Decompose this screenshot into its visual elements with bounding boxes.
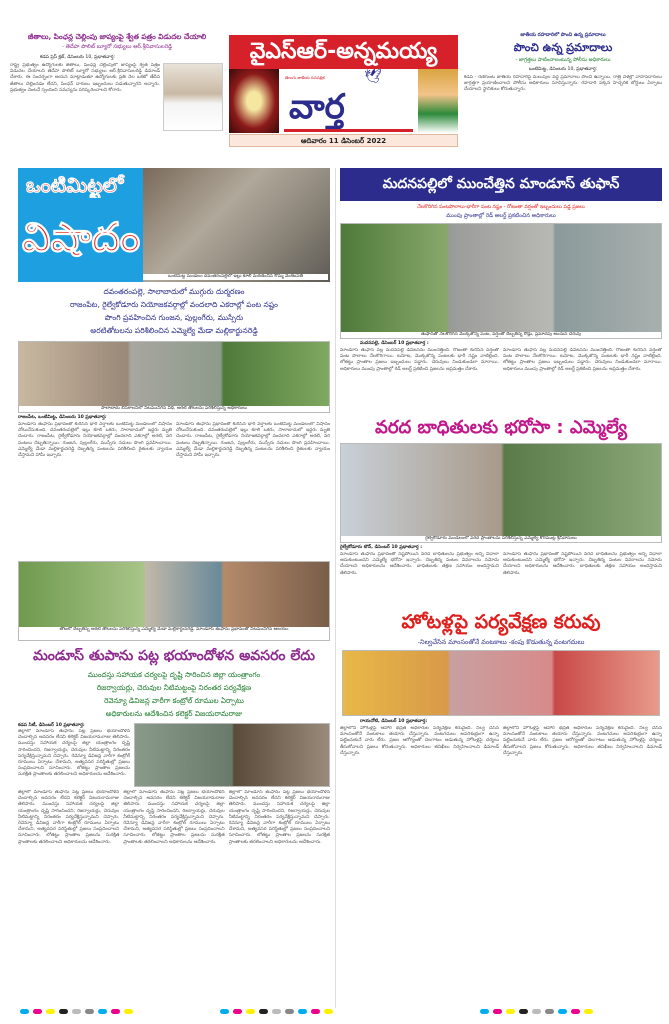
headline: పొంచి ఉన్న ప్రమాదాలు (513, 41, 613, 54)
tagline: తెలుగు జాతీయ దినపత్రిక (285, 75, 325, 80)
story1-dateline: రాజంపేట, ఒంటిమిట్ట, డిసెంబరు 10 ప్రభాతవార్త: (18, 415, 107, 420)
landslide-photo (143, 168, 330, 282)
print-registration-marks (20, 1009, 133, 1014)
photo-caption: తుఫాన్‌తో నేలకొరిగిన మొక్కజొన్న పంట, వర్షంతో దెబ్బతిన్న రోడ్లు, ప్రమాదపు అంచున చెరువు (341, 332, 661, 338)
photo-caption: సాలాబాదు బీసీకాలనీలో నీటమునిగిన వీధి, అరటి తోటలను పరిశీలిస్తున్న అధికారులు (19, 406, 329, 412)
top-right-story (464, 32, 662, 164)
story1-subheads (18, 285, 330, 337)
story4-subheads (18, 668, 330, 720)
subheadline: - జాగ్రత్తలు పాటించాలంటున్న పోలీసు అధికారులు (515, 57, 611, 63)
subheadline: - తెదేపా పొలిట్ బ్యూరో సభ్యులు ఆర్.శ్రీనివాసులరెడ్డి (61, 44, 173, 50)
print-registration-marks (480, 1009, 593, 1014)
dateline: కడప ప్రెస్ క్లబ్, డిసెంబరు 10, ప్రభాతవార్త: (40, 55, 116, 60)
masthead (229, 35, 458, 148)
politician-photo (163, 63, 223, 131)
photo-caption: తోటలో దెబ్బతిన్న అరటి తోటలను పరిశీలిస్తున్న ఎమ్మెల్యే మేడా మల్లికార్జునరెడ్డి, మాండూస్ తుఫాను ప్రభావంతో నీటమునిగిన ఆలయం (19, 627, 329, 640)
subhead: పొంగి ప్రవహించిన గుంజన, పుల్లంగేరు, ముస్సేరు (104, 313, 244, 322)
article-body: జిల్లాలో మాండూస్ తుఫాను పట్ల ప్రజలు భయాందోళన చెందాల్సిన అవసరం లేదని కలెక్టర్ విజయరామరాజు తెలిపారు. ముందస్తు సహాయక చర్యలపై జిల్లా యంత్రాంగం దృష్టి సారించిందని, రిజర్వాయర్లు, చెరువుల నీటిమట్టాన్ని నిరంతరం పర్యవేక్షిస్తున్నామని చెప్పారు. రెవెన్యూ డివిజన్ల వారీగా కంట్రోల్ రూములు ఏర్పాటు చేశామని, అత్యవసర పరిస్థితుల్లో ప్రజలు సంప్రదించాలని సూచించారు. లోతట్టు ప్రాంతాల ప్రజలను సురక్షిత ప్రాంతాలకు తరలించాలని అధికారులను ఆదేశించారు. (18, 729, 130, 778)
article-body-continued: మాండూస్ తుఫాను ప్రభావంతో కురిసిన భారీ వర్షాలకు ఒంటిమిట్ట మండలంలో విషాదం చోటుచేసుకుంది. దవంతరంపల్లెలో ఇల్లు కూలి ఒకరు, సాలాబాదులో ఇద్దరు మృతి చెందారు. రాజంపేట, రైల్వేకోడూరు నియోజకవర్గాల్లో వందలాది ఎకరాల్లో అరటి, వరి పంటలు దెబ్బతిన్నాయి. గుంజన, పుల్లంగేరు, ముస్సేరు నదులు పొంగి ప్రవహించాయి. ఎమ్మెల్యే మేడా మల్లికార్జునరెడ్డి దెబ్బతిన్న పంటలను పరిశీలించి రైతులకు న్యాయం చేస్తామని హామీ ఇచ్చారు. (176, 422, 330, 459)
dove-icon: 🕊 (364, 69, 382, 85)
subhead: దవంతరంపల్లె, సాలాబాదులో ముగ్గురు దుర్మరణం (103, 287, 245, 296)
dateline: ఒంటిమిట్ట, డిసెంబరు 10, ప్రభాతవార్త: (528, 67, 598, 72)
print-registration-marks (220, 1009, 333, 1014)
story2-subhead: ముంపు ప్రాంతాల్లో రెడ్ అలర్ట్ ప్రకటించిన అధికారులు (446, 213, 556, 219)
story2-subhead: నేలకొరిగిన పంటపొలాలు-భారీగా పంట నష్టం - రోజంతా వర్షంతో ఇబ్బందులు పడ్డ ప్రజలు (417, 204, 585, 210)
photo-caption: ఒంటిమిట్ట మండలం దవంతరంపల్లెలో ఇల్లు కూలి మరణించిన కొమ్మ వెంకటపతి (143, 274, 328, 280)
subhead: రిజర్వాయర్లు, చెరువుల నీటిమట్టంపై నిరంతర పర్యవేక్షణ (96, 683, 252, 692)
subhead: రాజంపేట, రైల్వేకోడూరు నియోజకవర్గాల్లో వందలాది ఎకరాల్లో పంట నష్టం (70, 300, 278, 309)
issue-date: ఆదివారం 11 డిసెంబర్ 2022 (229, 134, 458, 147)
story5-subhead: -నిల్వచేసిన మాంసంతోనే వంటకాలు -కంపు కొడుతున్న వంటగదులు (417, 638, 585, 646)
headline-line1: ఒంటిమిట్టలో (26, 173, 124, 197)
subhead: అధికారులను ఆదేశించిన కలెక్టర్ విజయరామరాజు (105, 709, 243, 718)
kicker: జాతీయ రహదారిలో పొంచి ఉన్న ప్రమాదాలు (520, 32, 606, 38)
subhead: ముందస్తు సహాయక చర్యలపై దృష్టి సారించిన జిల్లా యంత్రాంగం (87, 670, 261, 679)
story5-photos (342, 650, 660, 716)
deity-illustration (418, 69, 458, 133)
logo: వార్త (289, 87, 345, 127)
story1-banner (18, 168, 330, 282)
story1-photos (18, 341, 330, 413)
story3-headline: వరద బాధితులకు భరోసా : ఎమ్మెల్యే (375, 417, 627, 438)
article-body: మాండూస్ తుఫాన్ వల్ల మదనపల్లి డివిజన్‌ను ముంచెత్తింది. రోజంతా కురిసిన వర్షంతో పంట పొలాలు నేలకొరిగాయి. టమోట, మొక్కజొన్న పంటలకు భారీ నష్టం వాటిల్లింది. లోతట్టు ప్రాంతాల ప్రజలు ఇబ్బందులు పడ్డారు. చెరువులు నిండుకుండలా మారాయి. అధికారులు ముంపు ప్రాంతాల్లో రెడ్ అలర్ట్ ప్రకటించి ప్రజలను అప్రమత్తం చేశారు. (340, 348, 499, 372)
story5-headline: హోటళ్లపై పర్యవేక్షణ కరువు (401, 611, 601, 633)
story2-photos (340, 223, 662, 339)
article-body-continued: జిల్లాలో మాండూస్ తుఫాను పట్ల ప్రజలు భయాందోళన చెందాల్సిన అవసరం లేదని కలెక్టర్ విజయరామరాజు తెలిపారు. ముందస్తు సహాయక చర్యలపై జిల్లా యంత్రాంగం దృష్టి సారించిందని, రిజర్వాయర్లు, చెరువుల నీటిమట్టాన్ని నిరంతరం పర్యవేక్షిస్తున్నామని చెప్పారు. రెవెన్యూ డివిజన్ల వారీగా కంట్రోల్ రూములు ఏర్పాటు చేశామని, అత్యవసర పరిస్థితుల్లో ప్రజలు సంప్రదించాలని సూచించారు. లోతట్టు ప్రాంతాల ప్రజలను సురక్షిత ప్రాంతాలకు తరలించాలని అధికారులను ఆదేశించారు. (18, 790, 120, 845)
column-divider (335, 168, 336, 1008)
story2-dateline: మదనపల్లె, డిసెంబర్ 10 ప్రభాతవార్త : (360, 341, 429, 346)
article-body: రాష్ట్ర ప్రభుత్వం ఉద్యోగులకు జీతాలు, పింఛన్ల చెల్లింపులో జాప్యంపై శ్వేత పత్రం విడుదల చేయాలని తెదేపా పొలిట్ బ్యూరో సభ్యులు ఆర్.శ్రీనివాసులరెడ్డి డిమాండ్ చేశారు. ఈ సందర్భంగా ఆయన మాట్లాడుతూ ఉద్యోగులకు ప్రతి నెల ఒకటో తేదీన జీతాలు చెల్లించడం లేదని, పింఛన్ దారులు ఇబ్బందులు పడుతున్నారని అన్నారు. ప్రభుత్వం వెంటనే స్పందించి సమస్యను పరిష్కరించాలని కోరారు. (10, 63, 160, 93)
temple-image (229, 69, 279, 133)
story4-headline: మండూస్ తుపాను పట్ల భయాందోళన అవసరం లేదు (32, 648, 316, 664)
right-column (340, 168, 662, 1014)
headline: జీతాలు, పింఛన్ల చెల్లింపు జాప్యంపై శ్వేత పత్రం విడుదల చేయాలి (27, 32, 207, 41)
article-body: కడప - రేణిగుంట జాతీయ రహదారిపై మలుపుల వద్ద ప్రమాదాలు పొంచి ఉన్నాయి. రాత్రి వేళల్లో వాహనదారులు జాగ్రత్తగా ప్రయాణించాలని పోలీసు అధికారులు సూచిస్తున్నారు. రహదారి పక్కన హెచ్చరిక బోర్డులు ఏర్పాటు చేయాలని స్థానికులు కోరుతున్నారు. (464, 75, 662, 93)
subhead: రెవెన్యూ డివిజన్ల వారీగా కంట్రోల్ రూముల ఏర్పాటు (104, 696, 244, 705)
story1-bottom-photos (18, 561, 330, 641)
article-body-continued: జిల్లాలోని హోటళ్లపై ఆహార భద్రత అధికారుల పర్యవేక్షణ కరువైంది. నిల్వ చేసిన మాంసంతోనే వంటకాలు తయారు చేస్తున్నారు. వంటగదులు అపరిశుభ్రంగా ఉన్నా పట్టించుకునే వారు లేరు. ప్రజల ఆరోగ్యంతో చెలగాటం ఆడుతున్న హోటళ్లపై చర్యలు తీసుకోవాలని ప్రజలు కోరుతున్నారు. అధికారులు తనిఖీలు నిర్వహించాలని డిమాండ్ చేస్తున్నారు. (503, 726, 662, 756)
article-body-continued: జిల్లాలో మాండూస్ తుఫాను పట్ల ప్రజలు భయాందోళన చెందాల్సిన అవసరం లేదని కలెక్టర్ విజయరామరాజు తెలిపారు. ముందస్తు సహాయక చర్యలపై జిల్లా యంత్రాంగం దృష్టి సారించిందని, రిజర్వాయర్లు, చెరువుల నీటిమట్టాన్ని నిరంతరం పర్యవేక్షిస్తున్నామని చెప్పారు. రెవెన్యూ డివిజన్ల వారీగా కంట్రోల్ రూములు ఏర్పాటు చేశామని, అత్యవసర పరిస్థితుల్లో ప్రజలు సంప్రదించాలని సూచించారు. లోతట్టు ప్రాంతాల ప్రజలను సురక్షిత ప్రాంతాలకు తరలించాలని అధికారులను ఆదేశించారు. (123, 790, 225, 845)
article-body: మాండూస్ తుఫాను ప్రభావంతో నష్టపోయిన వరద బాధితులను ప్రభుత్వం అన్ని విధాలా ఆదుకుంటుందని ఎమ్మెల్యే భరోసా ఇచ్చారు. దెబ్బతిన్న పంటల వివరాలను నమోదు చేయాలని అధికారులను ఆదేశించారు. బాధితులకు తక్షణ సహాయం అందిస్తామని తెలిపారు. (340, 552, 499, 576)
newspaper-title: వైఎస్ఆర్-అన్నమయ్య (229, 35, 458, 69)
story4-photo (134, 723, 330, 787)
headline-line2: విషాదం (22, 215, 141, 261)
story5-dateline: రాయచోటి, డిసెంబర్ 10 ప్రభాతవార్త: (360, 719, 428, 724)
article-body: మాండూస్ తుఫాను ప్రభావంతో కురిసిన భారీ వర్షాలకు ఒంటిమిట్ట మండలంలో విషాదం చోటుచేసుకుంది. దవంతరంపల్లెలో ఇల్లు కూలి ఒకరు, సాలాబాదులో ఇద్దరు మృతి చెందారు. రాజంపేట, రైల్వేకోడూరు నియోజకవర్గాల్లో వందలాది ఎకరాల్లో అరటి, వరి పంటలు దెబ్బతిన్నాయి. గుంజన, పుల్లంగేరు, ముస్సేరు నదులు పొంగి ప్రవహించాయి. ఎమ్మెల్యే మేడా మల్లికార్జునరెడ్డి దెబ్బతిన్న పంటలను పరిశీలించి రైతులకు న్యాయం చేస్తామని హామీ ఇచ్చారు. (18, 422, 172, 459)
story3-photos (340, 443, 662, 543)
photo-caption: రైల్వేకోడూరు మండలంలో వరద ప్రాంతాలను పరిశీలిస్తున్న ఎమ్మెల్యే కొరముట్ల శ్రీనివాసులు (341, 536, 661, 542)
story3-dateline: రైల్వేకోడూరు టౌన్, డిసెంబర్ 10 ప్రభాతవార్త : (340, 545, 423, 550)
story2-headline: మదనపల్లిలో ముంచేత్తిన మాండూస్ తుఫాన్ (340, 168, 662, 201)
top-left-story (10, 32, 224, 164)
article-body-continued: జిల్లాలో మాండూస్ తుఫాను పట్ల ప్రజలు భయాందోళన చెందాల్సిన అవసరం లేదని కలెక్టర్ విజయరామరాజు తెలిపారు. ముందస్తు సహాయక చర్యలపై జిల్లా యంత్రాంగం దృష్టి సారించిందని, రిజర్వాయర్లు, చెరువుల నీటిమట్టాన్ని నిరంతరం పర్యవేక్షిస్తున్నామని చెప్పారు. రెవెన్యూ డివిజన్ల వారీగా కంట్రోల్ రూములు ఏర్పాటు చేశామని, అత్యవసర పరిస్థితుల్లో ప్రజలు సంప్రదించాలని సూచించారు. లోతట్టు ప్రాంతాల ప్రజలను సురక్షిత ప్రాంతాలకు తరలించాలని అధికారులను ఆదేశించారు. (228, 790, 330, 845)
article-body: జిల్లాలోని హోటళ్లపై ఆహార భద్రత అధికారుల పర్యవేక్షణ కరువైంది. నిల్వ చేసిన మాంసంతోనే వంటకాలు తయారు చేస్తున్నారు. వంటగదులు అపరిశుభ్రంగా ఉన్నా పట్టించుకునే వారు లేరు. ప్రజల ఆరోగ్యంతో చెలగాటం ఆడుతున్న హోటళ్లపై చర్యలు తీసుకోవాలని ప్రజలు కోరుతున్నారు. అధికారులు తనిఖీలు నిర్వహించాలని డిమాండ్ చేస్తున్నారు. (340, 726, 499, 756)
story4-dateline: కడప సిటీ, డిసెంబర్ 10 ప్రభాతవార్త: (18, 723, 85, 728)
article-body-continued: మాండూస్ తుఫాను ప్రభావంతో నష్టపోయిన వరద బాధితులను ప్రభుత్వం అన్ని విధాలా ఆదుకుంటుందని ఎమ్మెల్యే భరోసా ఇచ్చారు. దెబ్బతిన్న పంటల వివరాలను నమోదు చేయాలని అధికారులను ఆదేశించారు. బాధితులకు తక్షణ సహాయం అందిస్తామని తెలిపారు. (503, 552, 662, 576)
subhead: అరటితోటలను పరిశీలించిన ఎమ్మెల్యే మేడా మల్లికార్జునరెడ్డి (90, 326, 258, 335)
left-column (18, 168, 330, 1014)
article-body-continued: మాండూస్ తుఫాన్ వల్ల మదనపల్లి డివిజన్‌ను ముంచెత్తింది. రోజంతా కురిసిన వర్షంతో పంట పొలాలు నేలకొరిగాయి. టమోట, మొక్కజొన్న పంటలకు భారీ నష్టం వాటిల్లింది. లోతట్టు ప్రాంతాల ప్రజలు ఇబ్బందులు పడ్డారు. చెరువులు నిండుకుండలా మారాయి. అధికారులు ముంపు ప్రాంతాల్లో రెడ్ అలర్ట్ ప్రకటించి ప్రజలను అప్రమత్తం చేశారు. (503, 348, 662, 372)
